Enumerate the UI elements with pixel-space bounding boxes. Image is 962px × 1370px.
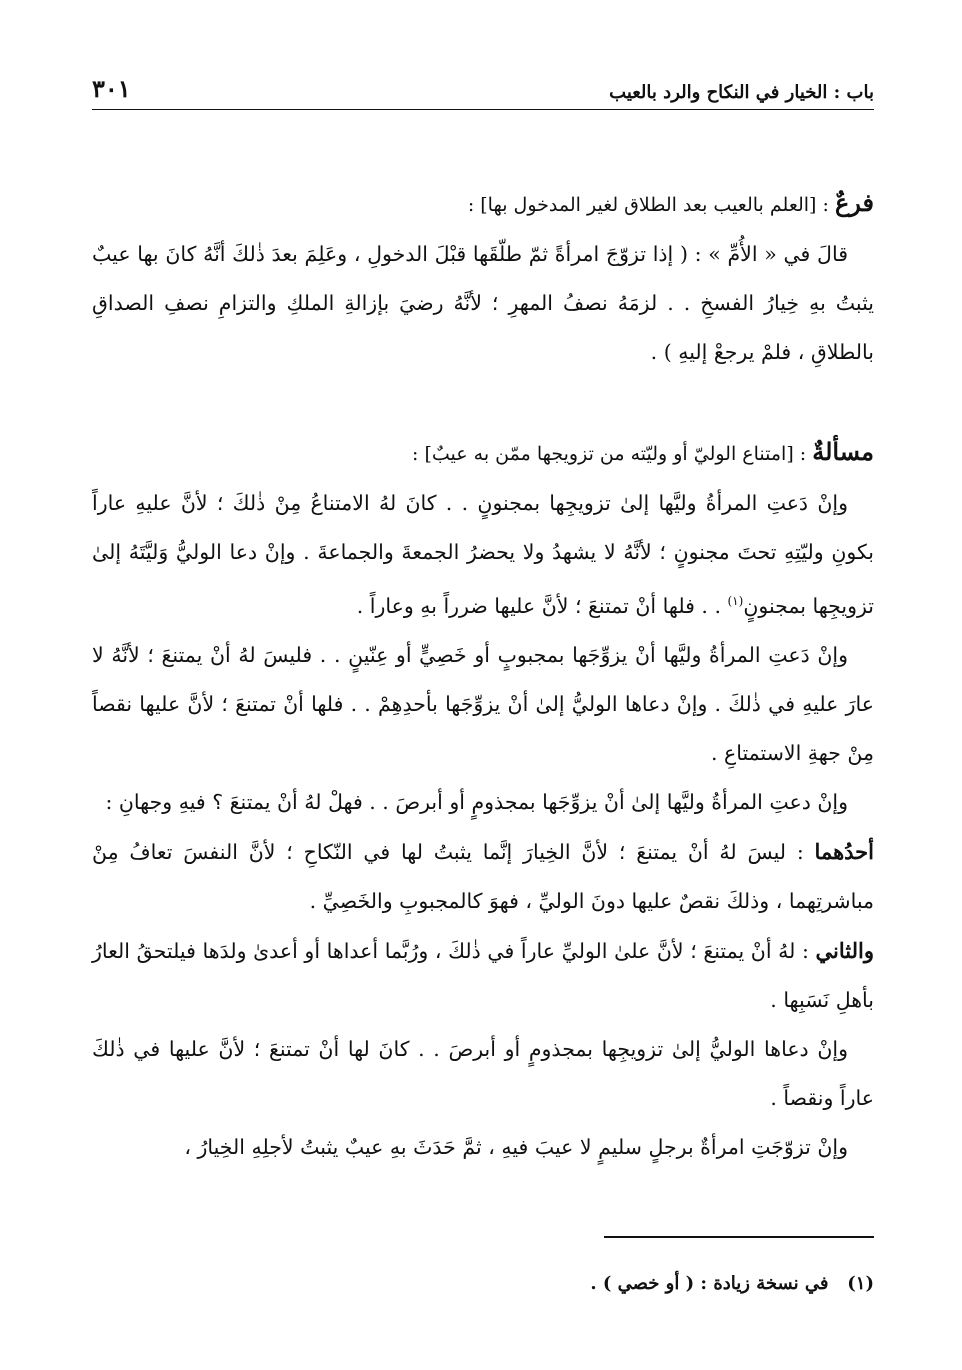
paragraph: وإنْ دعتِ المرأةُ وليَّها إلىٰ أنْ يزوِّجَها بمجذومٍ أو أبرصَ . . فهلْ لهُ أنْ يمتنعَ ؟ فيهِ وجهانِ : bbox=[105, 789, 848, 814]
paragraph bbox=[92, 479, 874, 631]
paragraph: وإنْ دعاها الوليُّ إلىٰ تزويجِها بمجذومٍ أو أبرصَ . . كانَ لها أنْ تمتنعَ ؛ لأنَّ عليها في ذٰلكَ عاراً ونقصاً . bbox=[92, 1036, 874, 1110]
footnote-text: في نسخة زيادة : ( أو خصي ) . bbox=[590, 1273, 829, 1294]
page-body bbox=[92, 178, 874, 1172]
paragraph-text: . . فلها أنْ تمتنعَ ؛ لأنَّ عليها ضرراً بهِ وعاراً . bbox=[356, 593, 728, 618]
opinion-text: : ليسَ لهُ أنْ يمتنعَ ؛ لأنَّ الخِيارَ إنَّما يثبتُ لها في النّكاحِ ؛ لأنَّ النفسَ تعافُ مِنْ مباشرتِهما ، وذلكَ نقصٌ عليها دونَ الوليِّ ، فهوَ كالمجبوبِ والخَصِيِّ . bbox=[92, 839, 874, 913]
section-heading-masala bbox=[92, 427, 874, 479]
opinion-label: والثاني bbox=[815, 937, 874, 963]
footnote bbox=[94, 1270, 874, 1298]
opinion-paragraph bbox=[92, 926, 874, 1025]
paragraph: قالَ في « الأُمِّ » : ( إذا تزوّجَ امرأةً ثمّ طلّقَها قبْلَ الدخولِ ، وعَلِمَ بعدَ ذٰلكَ أنَّهُ كانَ بها عيبٌ يثبتُ بهِ خِيارُ الفسخِ . . لزمَهُ نصفُ المهرِ ؛ لأنَّهُ رضيَ بإزالةِ الملكِ والتزامِ نصفِ الصداقِ بالطلاقِ ، فلمْ يرجعْ إليهِ ) . bbox=[92, 242, 874, 364]
page-number: ٣٠١ bbox=[92, 74, 131, 103]
footnote-divider bbox=[604, 1236, 874, 1238]
paragraph: وإنْ تزوّجَتِ امرأةٌ برجلٍ سليمٍ لا عيبَ فيهِ ، ثمَّ حَدَثَ بهِ عيبٌ يثبتُ لأجلِهِ الخِيارُ ، bbox=[184, 1134, 848, 1159]
opinion-text: : لهُ أنْ يمتنعَ ؛ لأنَّ علىٰ الوليِّ عاراً في ذٰلكَ ، ورُبَّما أعداها أو أعدىٰ ولدَها فيلتحقُ العارُ بأهلِ نَسَبِها . bbox=[92, 938, 874, 1012]
footnote-marker: (١) bbox=[847, 1273, 874, 1294]
paragraph-text: وإنْ دَعتِ المرأةُ وليَّها إلىٰ تزويجِها بمجنونٍ . . كانَ لهُ الامتناعُ مِنْ ذٰلكَ ؛ لأنَّ عليهِ عاراً بكونِ وليّتِهِ تحتَ مجنونٍ ؛ لأنَّهُ لا يشهدُ ولا يحضرُ الجمعةَ والجماعةَ . وإنْ دعا الوليُّ وَليَّتَهُ إلىٰ تزويجِها بمجنونٍ bbox=[92, 491, 874, 618]
section-title: : [امتناع الوليّ أو وليّته من تزويجها ممّن به عيبٌ] : bbox=[412, 443, 813, 465]
section-label: فرعٌ bbox=[834, 188, 874, 217]
section-label: مسألةٌ bbox=[812, 437, 874, 466]
section-heading-far bbox=[92, 178, 874, 230]
footnote-reference[interactable]: (١) bbox=[727, 594, 744, 608]
running-title: باب : الخيار في النكاح والرد بالعيب bbox=[609, 82, 874, 103]
paragraph: وإنْ دَعتِ المرأةُ وليَّها أنْ يزوِّجَها بمجبوبٍ أو خَصِيٍّ أو عِنّينٍ . . فليسَ لهُ أنْ يمتنعَ ؛ لأنَّهُ لا عارَ عليهِ في ذٰلكَ . وإنْ دعاها الوليُّ إلىٰ أنْ يزوِّجَها بأحدِهِمْ . . فلها أنْ تمتنعَ ؛ لأنَّ عليها نقصاً مِنْ جهةِ الاستمتاعِ . bbox=[92, 642, 874, 765]
opinion-paragraph bbox=[92, 827, 874, 926]
section-title: : [العلم بالعيب بعد الطلاق لغير المدخول بها] : bbox=[467, 194, 835, 216]
opinion-label: أحدُهما bbox=[814, 838, 874, 864]
page-header bbox=[92, 74, 874, 110]
